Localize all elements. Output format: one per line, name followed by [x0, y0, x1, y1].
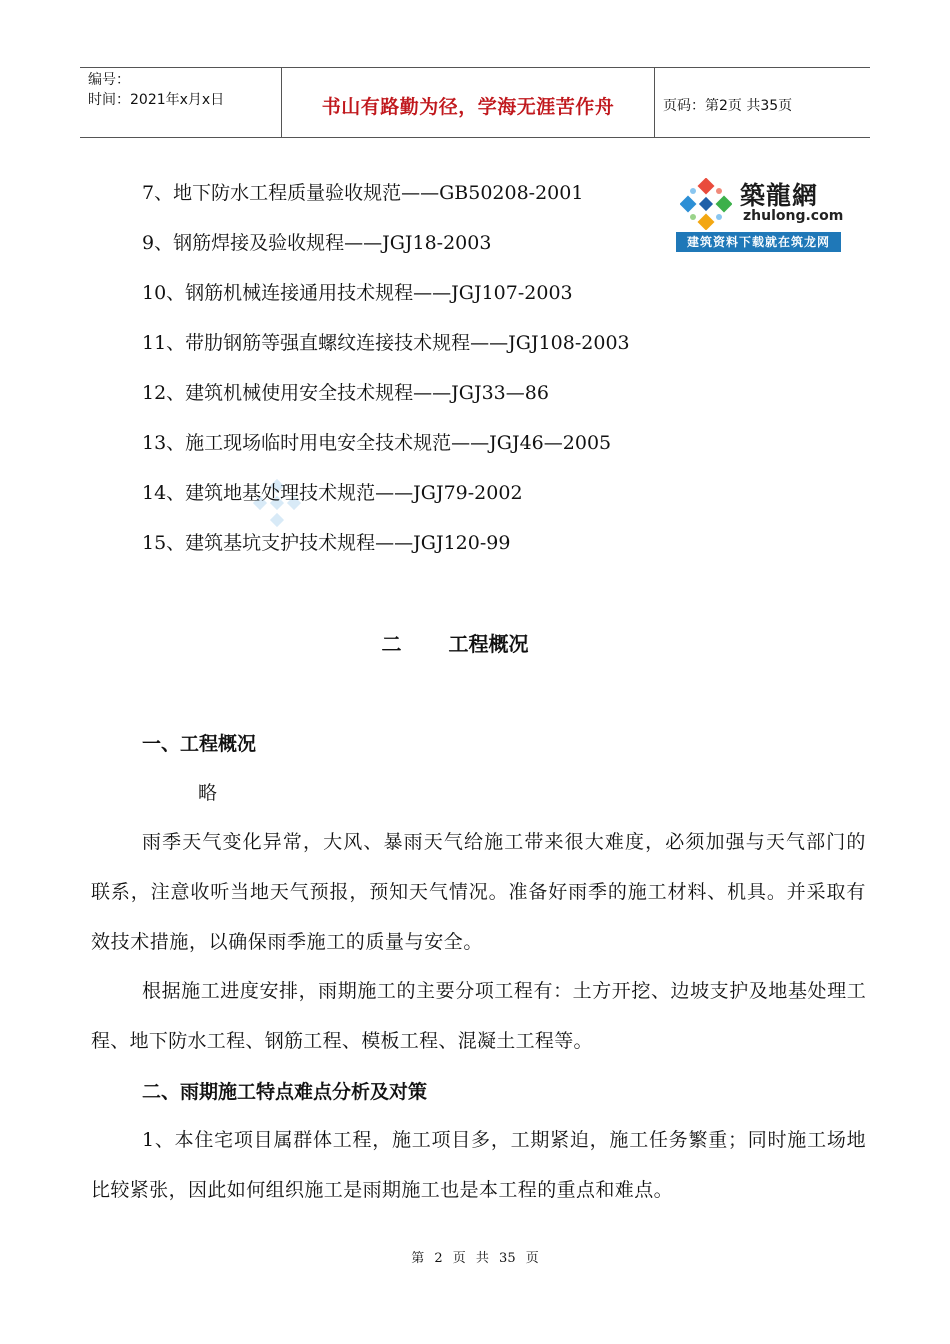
header-motto-cell	[281, 68, 655, 137]
logo-name-en: zhulong.com	[743, 208, 844, 224]
body-paragraph: 1、本住宅项目属群体工程，施工项目多，工期紧迫，施工任务繁重；同时施工场地比较紧张，因此如何组织施工是雨期施工也是本工程的重点和难点。	[91, 1129, 866, 1201]
reference-item: 10、钢筋机械连接通用技术规程——JGJ107-2003	[142, 282, 573, 304]
subsection-heading: 二、雨期施工特点难点分析及对策	[142, 1081, 428, 1103]
time-label: 时间：2021年x月x日	[88, 92, 225, 108]
page-header	[80, 67, 870, 138]
reference-item: 7、地下防水工程质量验收规范——GB50208-2001	[142, 182, 584, 204]
reference-item: 12、建筑机械使用安全技术规程——JGJ33—86	[142, 382, 549, 404]
subsection-heading: 一、工程概况	[142, 733, 257, 755]
number-label: 编号：	[88, 72, 130, 88]
reference-item: 9、钢筋焊接及验收规程——JGJ18-2003	[142, 232, 492, 254]
reference-item: 13、施工现场临时用电安全技术规范——JGJ46—2005	[142, 432, 612, 454]
logo-top	[676, 172, 844, 231]
reference-list	[142, 180, 630, 580]
section-title: 工程概况	[448, 632, 529, 656]
reference-item: 14、建筑地基处理技术规范——JGJ79-2002	[142, 482, 523, 504]
snowflake-logo-icon	[680, 178, 732, 230]
logo-slogan: 建筑资料下载就在筑龙网	[676, 232, 841, 252]
header-meta	[80, 68, 281, 137]
section-heading	[0, 628, 950, 657]
zhulong-logo	[676, 172, 844, 252]
reference-item: 15、建筑基坑支护技术规程——JGJ120-99	[142, 532, 511, 554]
subsection-content: 略	[198, 782, 218, 804]
body-paragraph: 根据施工进度安排，雨期施工的主要分项工程有：土方开挖、边坡支护及地基处理工程、地下防水工程、钢筋工程、模板工程、混凝土工程等。	[91, 980, 866, 1052]
motto-text: 书山有路勤为径，学海无涯苦作舟	[321, 96, 615, 118]
page-info: 页码：第2页 共35页	[663, 98, 793, 114]
reference-item: 11、带肋钢筋等强直螺纹连接技术规程——JGJ108-2003	[142, 332, 630, 354]
section-number: 二	[381, 632, 402, 656]
logo-name-cn: 築龍網	[740, 181, 819, 210]
body-paragraph: 雨季天气变化异常，大风、暴雨天气给施工带来很大难度，必须加强与天气部门的联系，注意收听当地天气预报，预知天气情况。准备好雨季的施工材料、机具。并采取有效技术措施，以确保雨季施工的质量与安全。	[91, 831, 866, 953]
page-footer: 第 2 页 共 35 页	[411, 1251, 539, 1266]
